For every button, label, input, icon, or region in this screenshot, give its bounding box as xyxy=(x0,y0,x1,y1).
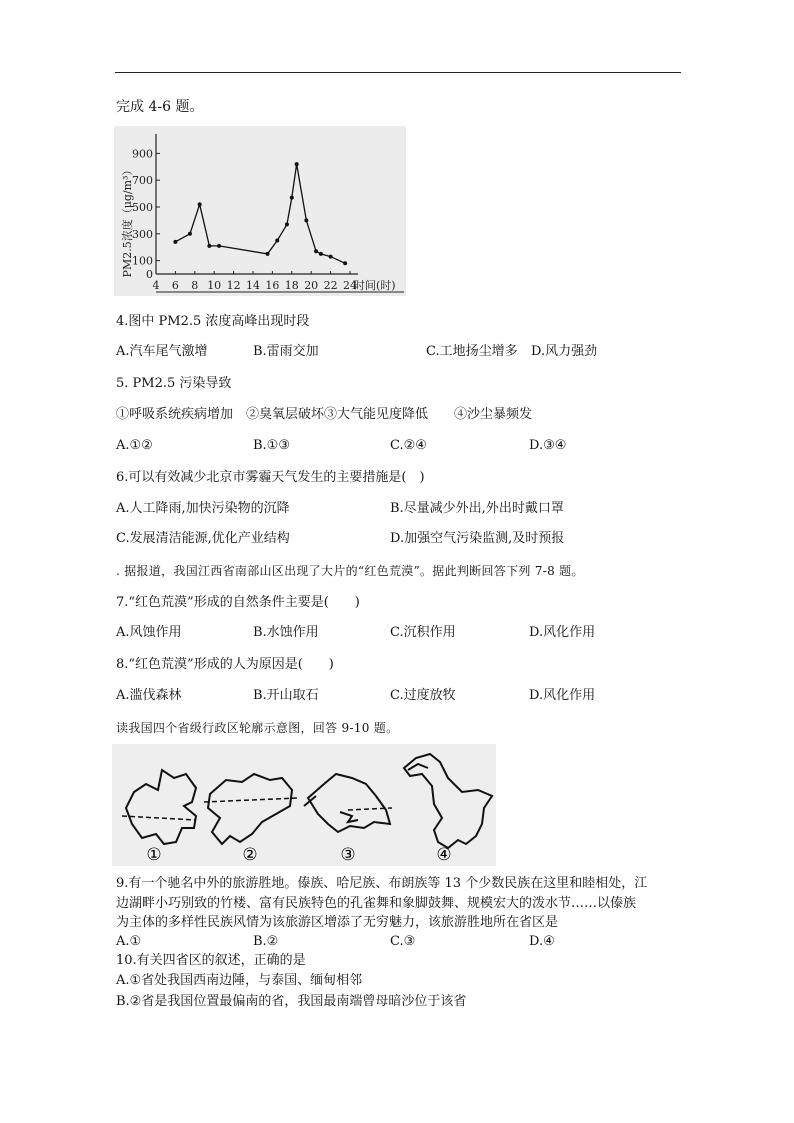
q9-stem-line-2: 边湖畔小巧别致的竹楼、富有民族特色的孔雀舞和象脚鼓舞、规模宏大的泼水节……以傣族 xyxy=(116,896,637,911)
q4-stem: 4.图中 PM2.5 浓度高峰出现时段 xyxy=(116,314,310,329)
pm25-data-point xyxy=(329,255,333,259)
x-tick-label: 22 xyxy=(323,279,338,292)
q9-option-a: A.① xyxy=(116,934,142,949)
q5-option-a: A.①② xyxy=(116,438,153,453)
pm25-data-point xyxy=(266,252,270,256)
q10-option-b: B.②省是我国位置最偏南的省，我国最南端曾母暗沙位于该省 xyxy=(116,994,467,1009)
map-label-4: ④ xyxy=(436,845,452,865)
y-tick-label: 0 xyxy=(146,268,153,281)
y-tick-label: 100 xyxy=(132,254,153,268)
map-label-2: ② xyxy=(242,845,258,865)
pm25-data-point xyxy=(207,244,211,248)
x-tick-label: 16 xyxy=(265,279,280,292)
q6-stem: 6.可以有效减少北京市雾霾天气发生的主要措施是( ) xyxy=(116,470,425,485)
x-tick-label: 12 xyxy=(226,279,241,292)
q8-stem: 8.“红色荒漠”形成的人为原因是( ) xyxy=(116,657,334,672)
map-label-1: ① xyxy=(146,845,162,865)
q7-option-c: C.沉积作用 xyxy=(390,625,456,640)
pm25-data-point xyxy=(173,240,177,244)
q4-option-b: B.雷雨交加 xyxy=(253,344,319,359)
y-tick-label: 500 xyxy=(132,201,153,214)
q10-option-a: A.①省处我国西南边陲，与泰国、缅甸相邻 xyxy=(116,973,363,988)
q4-option-c: C.工地扬尘增多 xyxy=(426,344,518,359)
q7-option-b: B.水蚀作用 xyxy=(253,625,319,640)
q10-stem: 10.有关四省区的叙述，正确的是 xyxy=(116,953,306,968)
x-tick-label: 18 xyxy=(284,279,299,292)
chart-xlabel: 时间(时) xyxy=(354,279,396,292)
q9-stem-line-1: 9.有一个驰名中外的旅游胜地。傣族、哈尼族、布朗族等 13 个少数民族在这里和睦相处，江 xyxy=(116,876,648,891)
x-tick-label: 4 xyxy=(152,279,160,292)
q5-option-c: C.②④ xyxy=(390,438,427,453)
x-tick-label: 6 xyxy=(171,279,179,292)
map-label-3: ③ xyxy=(340,845,356,865)
pm25-data-point xyxy=(290,196,294,200)
q5-stem: 5. PM2.5 污染导致 xyxy=(116,376,232,391)
q8-option-a: A.滥伐森林 xyxy=(116,688,182,703)
pm25-data-point xyxy=(285,222,289,226)
y-tick-label: 900 xyxy=(132,147,153,161)
q5-option-b: B.①③ xyxy=(253,438,290,453)
pm25-line-chart xyxy=(114,126,406,296)
q8-option-c: C.过度放牧 xyxy=(390,688,456,703)
q5-items: ①呼吸系统疾病增加 ②臭氧层破坏③大气能见度降低 ④沙尘暴频发 xyxy=(116,407,533,422)
pm25-data-point xyxy=(319,252,323,256)
pm25-data-point xyxy=(198,202,202,206)
q9-option-b: B.② xyxy=(253,934,279,949)
q6-option-a: A.人工降雨,加快污染物的沉降 xyxy=(116,501,290,516)
q7-option-a: A.风蚀作用 xyxy=(116,625,182,640)
pm25-data-point xyxy=(217,244,221,248)
pm25-data-point xyxy=(304,218,308,222)
q4-option-a: A.汽车尾气激增 xyxy=(116,344,208,359)
province-outline-figure xyxy=(112,744,496,866)
news-text: . 据报道，我国江西省南部山区出现了大片的“红色荒漠”。据此判断回答下列 7-8 题。 xyxy=(116,564,584,578)
x-tick-label: 8 xyxy=(191,279,199,292)
y-tick-label: 300 xyxy=(132,227,153,241)
q7-stem: 7.“红色荒漠”形成的自然条件主要是( ) xyxy=(116,595,360,610)
x-tick-label: 10 xyxy=(207,279,222,292)
q7-option-d: D.风化作用 xyxy=(529,625,596,640)
q6-option-b: B.尽量减少外出,外出时戴口罩 xyxy=(390,501,564,516)
pm25-data-point xyxy=(188,232,192,236)
intro-text: 完成 4-6 题。 xyxy=(116,99,204,115)
chart-background xyxy=(114,126,406,296)
q5-option-d: D.③④ xyxy=(529,438,567,453)
x-tick-label: 20 xyxy=(304,279,319,292)
q4-option-d: D.风力强劲 xyxy=(531,344,598,359)
pm25-data-point xyxy=(295,162,299,166)
q9-option-d: D.④ xyxy=(529,934,555,949)
map-intro-text: 读我国四个省级行政区轮廓示意图，回答 9-10 题。 xyxy=(116,721,399,735)
x-tick-label: 24 xyxy=(343,279,357,292)
pm25-data-point xyxy=(343,261,347,265)
pm25-data-point xyxy=(314,249,318,253)
q6-option-c: C.发展清洁能源,优化产业结构 xyxy=(116,531,290,546)
header-rule xyxy=(115,72,681,73)
q6-option-d: D.加强空气污染监测,及时预报 xyxy=(390,531,565,546)
q9-stem-line-3: 为主体的多样性民族风情为该旅游区增添了无穷魅力，该旅游胜地所在省区是 xyxy=(116,915,559,930)
q9-option-c: C.③ xyxy=(390,934,416,949)
q8-option-b: B.开山取石 xyxy=(253,688,319,703)
y-tick-label: 700 xyxy=(132,174,153,188)
x-tick-label: 14 xyxy=(246,279,260,292)
pm25-data-point xyxy=(275,239,279,243)
chart-ylabel: PM2.5浓度（μg/m³） xyxy=(121,164,134,278)
q8-option-d: D.风化作用 xyxy=(529,688,596,703)
